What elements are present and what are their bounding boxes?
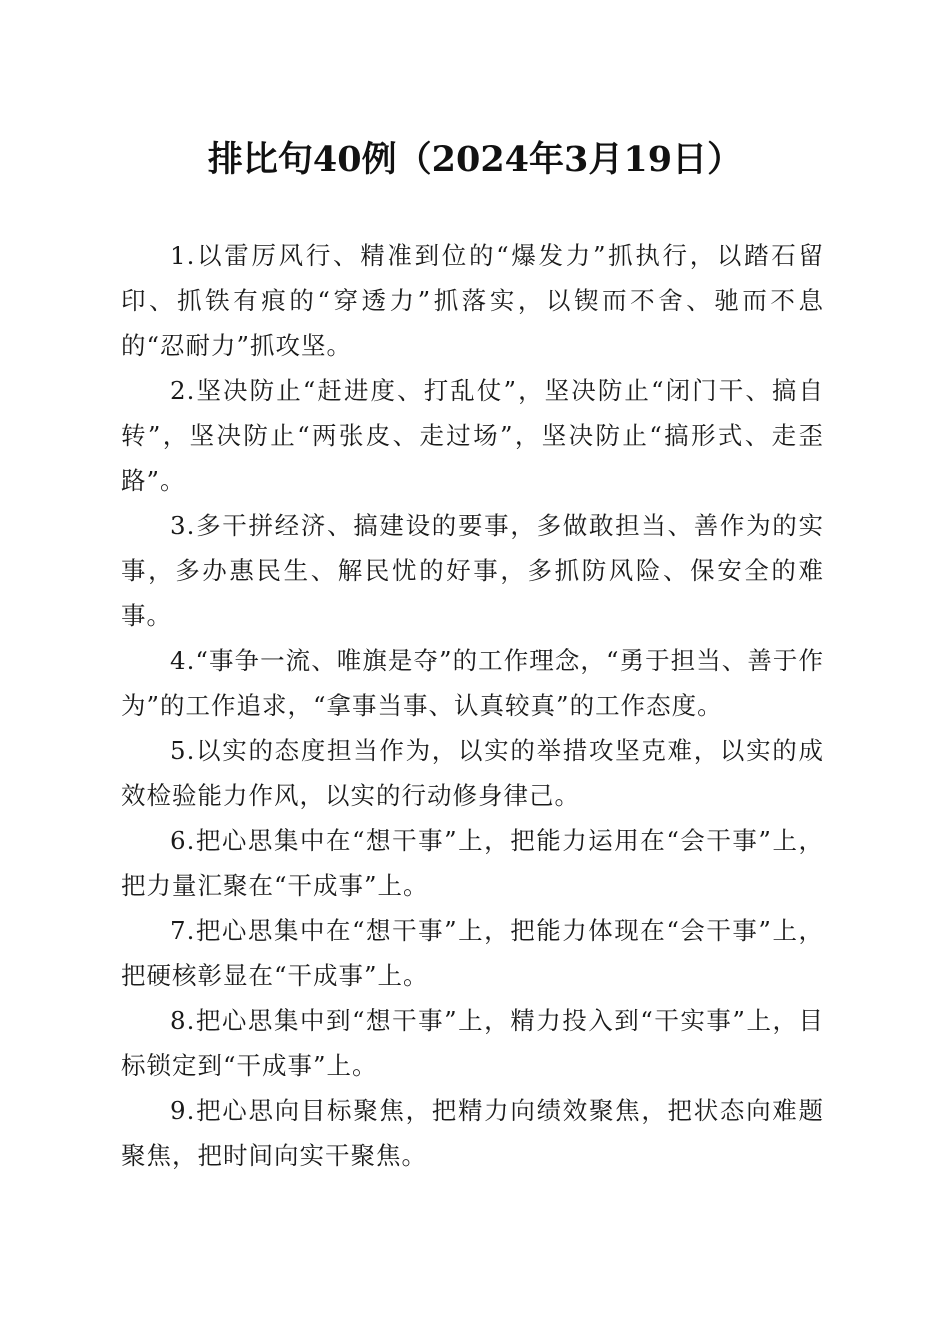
paragraph-5: 5.以实的态度担当作为，以实的举措攻坚克难，以实的成效检验能力作风，以实的行动修身律己。 — [121, 736, 824, 810]
document-title: 排比句40例（2024年3月19日） — [207, 139, 743, 180]
paragraph-9: 9.把心思向目标聚焦，把精力向绩效聚焦，把状态向难题聚焦，把时间向实干聚焦。 — [121, 1096, 824, 1170]
paragraph-3: 3.多干拼经济、搞建设的要事，多做敢担当、善作为的实事，多办惠民生、解民忧的好事，多抓防风险、保安全的难事。 — [121, 511, 824, 630]
paragraph-1: 1.以雷厉风行、精准到位的“爆发力”抓执行，以踏石留印、抓铁有痕的“穿透力”抓落实，以锲而不舍、驰而不息的“忍耐力”抓攻坚。 — [121, 241, 824, 360]
paragraph-8: 8.把心思集中到“想干事”上，精力投入到“干实事”上，目标锁定到“干成事”上。 — [121, 1006, 824, 1080]
paragraph-7: 7.把心思集中在“想干事”上，把能力体现在“会干事”上，把硬核彰显在“干成事”上。 — [121, 916, 824, 990]
paragraph-6: 6.把心思集中在“想干事”上，把能力运用在“会干事”上，把力量汇聚在“干成事”上。 — [121, 826, 824, 900]
paragraph-2: 2.坚决防止“赶进度、打乱仗”，坚决防止“闭门干、搞自转”，坚决防止“两张皮、走过场”，坚决防止“搞形式、走歪路”。 — [121, 376, 824, 495]
paragraph-4: 4.“事争一流、唯旗是夺”的工作理念，“勇于担当、善于作为”的工作追求，“拿事当事、认真较真”的工作态度。 — [121, 646, 824, 720]
document-body — [121, 233, 824, 1178]
